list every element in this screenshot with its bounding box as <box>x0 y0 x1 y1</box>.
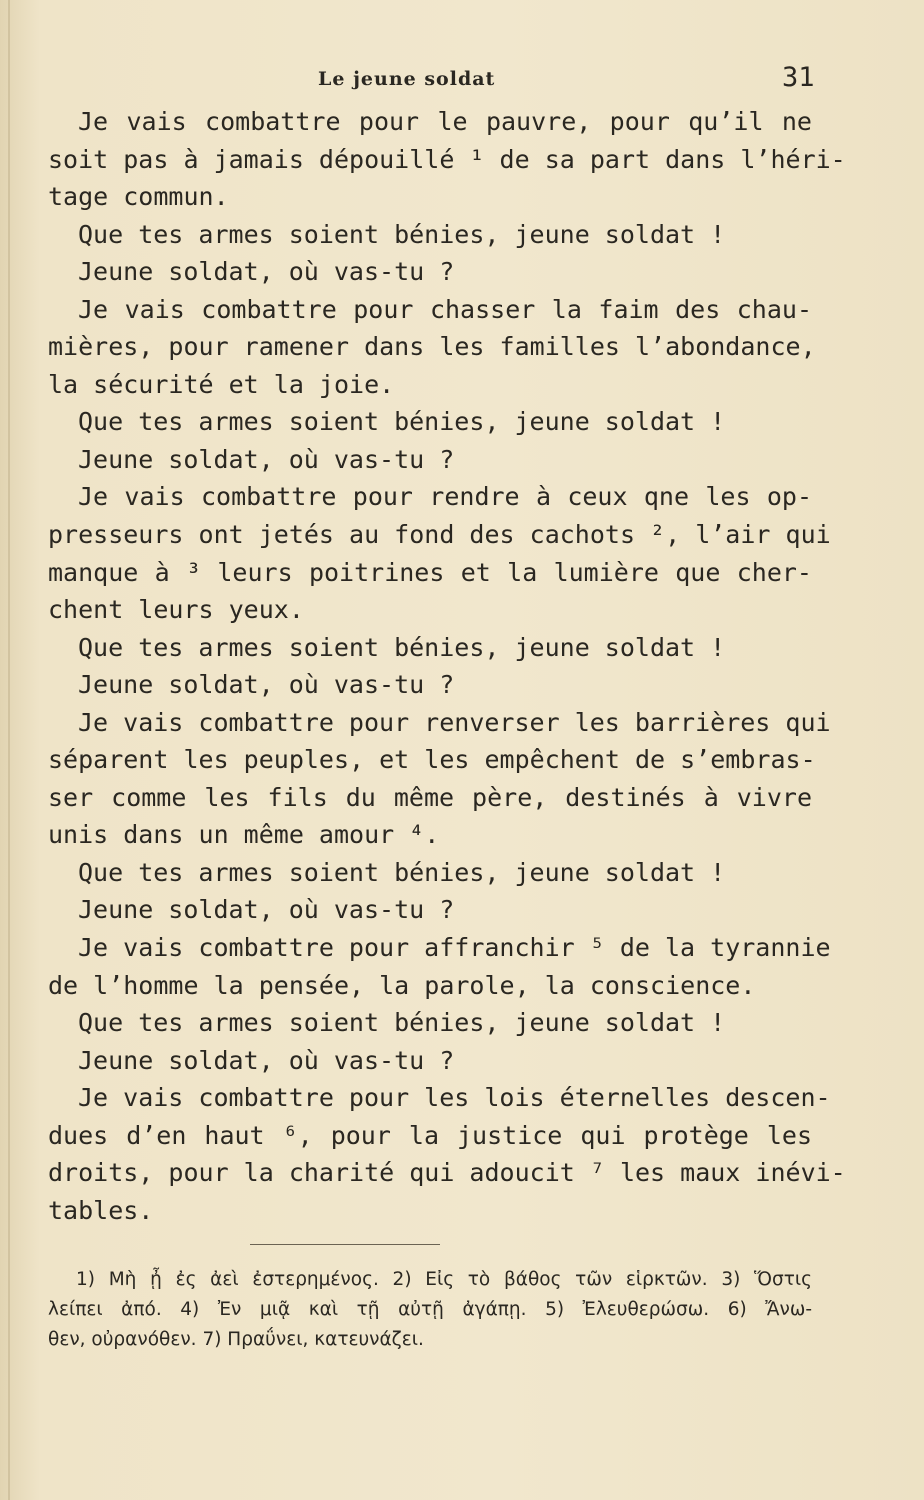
text-line: Je vais combattre pour le pauvre, pour qu’il ne <box>78 107 812 136</box>
page-header <box>0 60 924 100</box>
text-line: Je vais combattre pour rendre à ceux qne les op- <box>78 482 812 512</box>
text-line: Je vais combattre pour chasser la faim des chau- <box>78 294 812 324</box>
text-line: dues d’en haut ⁶, pour la justice qui protège les <box>48 1120 812 1150</box>
text-line: tage commun. <box>48 182 229 212</box>
text-line: chent leurs yeux. <box>48 595 304 625</box>
page-edge-shadow <box>8 0 10 1500</box>
running-title: Le jeune soldat <box>318 68 496 90</box>
text-line: Que tes armes soient bénies, jeune soldat ! <box>78 219 726 249</box>
text-line: Que tes armes soient bénies, jeune soldat ! <box>78 1008 726 1038</box>
text-line: Je vais combattre pour affranchir ⁵ de la tyrannie <box>78 933 831 963</box>
text-line: Je vais combattre pour les lois éternelles descen- <box>78 1083 831 1113</box>
text-line: Jeune soldat, où vas-tu ? <box>78 670 455 700</box>
footnote-line: 1) Μὴ ᾖ ἐς ἀεὶ ἐστερημένος. 2) Εἰς τὸ βάθος τῶν εἱρκτῶν. 3) Ὅστις <box>76 1269 812 1290</box>
text-line: Que tes armes soient bénies, jeune soldat ! <box>78 407 726 437</box>
text-line: presseurs ont jetés au fond des cachots ², l’air qui <box>48 520 831 550</box>
page-number: 31 <box>782 62 815 93</box>
footnote-line: λείπει ἀπό. 4) Ἐν μιᾷ καὶ τῇ αὐτῇ ἀγάπῃ. 5) Ἐλευθερώσω. 6) Ἄνω- <box>48 1299 812 1320</box>
text-line: soit pas à jamais dépouillé ¹ de sa part dans l’héri- <box>48 144 846 174</box>
main-text <box>48 103 846 1229</box>
footnotes <box>48 1265 812 1355</box>
footnote-divider <box>250 1244 440 1245</box>
text-line: unis dans un même amour ⁴. <box>48 820 440 850</box>
text-line: séparent les peuples, et les empêchent de s’embras- <box>48 745 816 775</box>
text-line: Jeune soldat, où vas-tu ? <box>78 257 455 287</box>
text-line: mières, pour ramener dans les familles l’abondance, <box>48 332 816 362</box>
text-line: Je vais combattre pour renverser les barrières qui <box>78 707 831 737</box>
text-line: ser comme les fils du même père, destinés à vivre <box>48 782 812 812</box>
text-line: Jeune soldat, où vas-tu ? <box>78 1045 455 1075</box>
text-line: la sécurité et la joie. <box>48 369 395 399</box>
text-line: Jeune soldat, où vas-tu ? <box>78 895 455 925</box>
text-line: droits, pour la charité qui adoucit ⁷ les maux inévi- <box>48 1158 846 1188</box>
text-line: Que tes armes soient bénies, jeune soldat ! <box>78 632 726 662</box>
footnote-line: θεν, οὐρανόθεν. 7) Πραΰνει, κατευνάζει. <box>48 1329 424 1350</box>
text-line: Que tes armes soient bénies, jeune soldat ! <box>78 857 726 887</box>
text-line: Jeune soldat, où vas-tu ? <box>78 444 455 474</box>
text-line: tables. <box>48 1195 154 1225</box>
text-line: manque à ³ leurs poitrines et la lumière que cher- <box>48 557 812 587</box>
text-line: de l’homme la pensée, la parole, la conscience. <box>48 970 756 1000</box>
